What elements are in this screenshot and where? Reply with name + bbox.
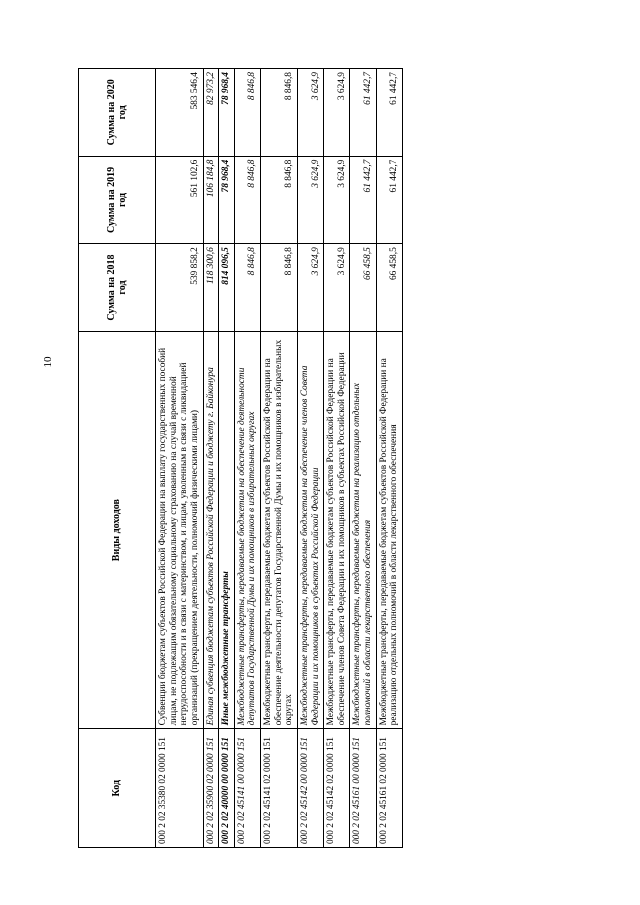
row-sum-2020-cell: 3 624,9 <box>324 69 350 157</box>
row-name-cell: Межбюджетные трансферты, передаваемые бюджетам субъектов Российской Федерации на обеспечение членов Совета Федерации и их помощников в субъектах Российской Федерации <box>324 331 350 729</box>
row-sum-2020-cell: 3 624,9 <box>297 69 323 157</box>
rotated-table-container <box>78 68 610 848</box>
header-sum-2020: Сумма на 2020 год <box>79 69 156 157</box>
row-code-cell: 000 2 02 35900 02 0000 151 <box>203 729 219 848</box>
row-sum-2018-cell: 3 624,9 <box>324 244 350 332</box>
row-name-cell: Иные межбюджетные трансферты <box>219 331 235 729</box>
header-code: Код <box>79 729 156 848</box>
table-row <box>261 69 298 848</box>
row-sum-2019-cell: 8 846,8 <box>261 156 298 244</box>
row-sum-2019-cell: 3 624,9 <box>324 156 350 244</box>
table-row <box>156 69 204 848</box>
page-number: 10 <box>42 356 54 368</box>
row-sum-2019-cell: 61 442,7 <box>350 156 376 244</box>
row-sum-2018-cell: 118 300,6 <box>203 244 219 332</box>
row-sum-2020-cell: 583 546,4 <box>156 69 204 157</box>
row-sum-2020-cell: 8 846,8 <box>261 69 298 157</box>
row-sum-2018-cell: 3 624,9 <box>297 244 323 332</box>
row-sum-2018-cell: 539 858,2 <box>156 244 204 332</box>
row-sum-2019-cell: 8 846,8 <box>234 156 260 244</box>
row-code-cell: 000 2 02 45161 00 0000 151 <box>350 729 376 848</box>
table-row <box>234 69 260 848</box>
row-sum-2018-cell: 814 096,5 <box>219 244 235 332</box>
row-code-cell: 000 2 02 35380 02 0000 151 <box>156 729 204 848</box>
row-name-cell: Межбюджетные трансферты, передаваемые бюджетам субъектов Российской Федерации на реализацию отдельных полномочий в области лекарственного обеспечения <box>376 331 402 729</box>
row-code-cell: 000 2 02 45161 02 0000 151 <box>376 729 402 848</box>
revenue-table <box>78 68 403 848</box>
row-name-cell: Межбюджетные трансферты, передаваемые бюджетам на обеспечение членов Совета Федерации и их помощников в субъектах Российской Федерации <box>297 331 323 729</box>
row-sum-2020-cell: 8 846,8 <box>234 69 260 157</box>
row-code-cell: 000 2 02 45141 00 0000 151 <box>234 729 260 848</box>
row-sum-2018-cell: 8 846,8 <box>234 244 260 332</box>
row-name-cell: Межбюджетные трансферты, передаваемые бюджетам на обеспечение деятельности депутатов Государственной Думы и их помощников в избирательных округах <box>234 331 260 729</box>
header-revenue-type: Виды доходов <box>79 331 156 729</box>
row-name-cell: Межбюджетные трансферты, передаваемые бюджетам на реализацию отдельных полномочий в области лекарственного обеспечения <box>350 331 376 729</box>
row-name-cell: Межбюджетные трансферты, передаваемые бюджетам субъектов Российской Федерации на обеспечение деятельности депутатов Государственной Думы и их помощников в избирательных округах <box>261 331 298 729</box>
row-sum-2018-cell: 66 458,5 <box>376 244 402 332</box>
row-sum-2019-cell: 3 624,9 <box>297 156 323 244</box>
row-name-cell: Единая субвенция бюджетам субъектов Российской Федерации и бюджету г. Байконура <box>203 331 219 729</box>
table-row <box>350 69 376 848</box>
row-code-cell: 000 2 02 45142 00 0000 151 <box>297 729 323 848</box>
row-sum-2020-cell: 78 968,4 <box>219 69 235 157</box>
table-header-row <box>79 69 156 848</box>
row-sum-2018-cell: 66 458,5 <box>350 244 376 332</box>
row-sum-2020-cell: 61 442,7 <box>376 69 402 157</box>
row-sum-2019-cell: 106 184,8 <box>203 156 219 244</box>
table-row <box>324 69 350 848</box>
row-sum-2020-cell: 61 442,7 <box>350 69 376 157</box>
row-code-cell: 000 2 02 45142 02 0000 151 <box>324 729 350 848</box>
row-sum-2018-cell: 8 846,8 <box>261 244 298 332</box>
row-sum-2019-cell: 561 102,6 <box>156 156 204 244</box>
row-sum-2019-cell: 78 968,4 <box>219 156 235 244</box>
row-code-cell: 000 2 02 40000 00 0000 151 <box>219 729 235 848</box>
table-row <box>203 69 219 848</box>
row-name-cell: Субвенции бюджетам субъектов Российской Федерации на выплату государственных пособий лицам, не подлежащим обязательному социальному страхованию на случай временной нетрудоспособности и в связи с материнством, и лицам, уволенным в связи с ликвидацией организаций (прекращением деятельности, полномочий физическими лицами) <box>156 331 204 729</box>
table-row <box>376 69 402 848</box>
row-sum-2020-cell: 82 973,2 <box>203 69 219 157</box>
row-code-cell: 000 2 02 45141 02 0000 151 <box>261 729 298 848</box>
table-row <box>297 69 323 848</box>
row-sum-2019-cell: 61 442,7 <box>376 156 402 244</box>
table-row <box>219 69 235 848</box>
header-sum-2019: Сумма на 2019 год <box>79 156 156 244</box>
header-sum-2018: Сумма на 2018 год <box>79 244 156 332</box>
